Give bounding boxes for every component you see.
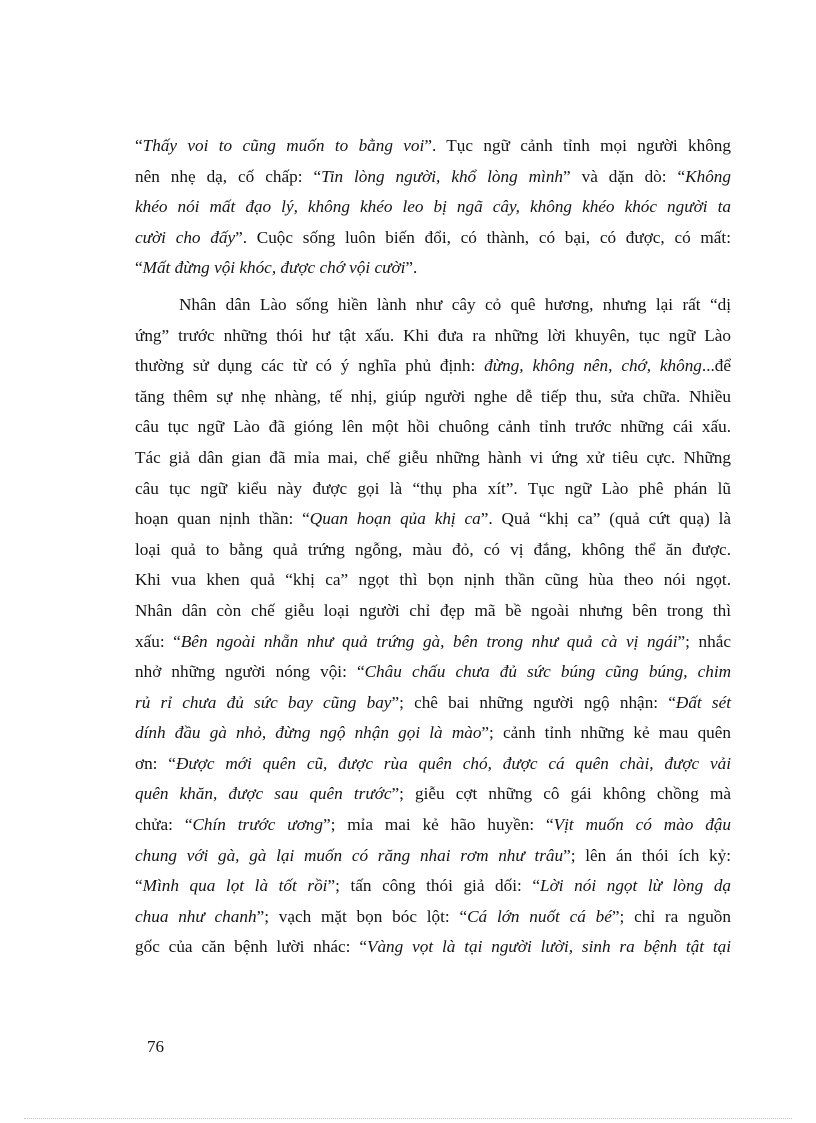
italic-quote: Thấy voi to cũng muốn to bằng voi [142,136,425,155]
italic-quote: quên khăn, được sau quên trước [135,784,392,804]
text-run: “ [135,258,143,278]
italic-quote: Mình qua lọt là tốt rồi [142,876,328,896]
text-line [135,131,731,162]
italic-quote: Đất sét [675,692,732,712]
text-run: ”; cảnh tỉnh những kẻ mau quên [481,723,731,743]
text-line [135,810,731,841]
text-run: hoạn quan nịnh thần: “ [135,509,310,529]
text-line [135,688,731,719]
text-run: ”; vạch mặt bọn bóc lột: “ [256,906,468,926]
text-run: “ [135,136,143,155]
text-line [135,351,731,382]
italic-quote: chua như chanh [135,906,257,926]
footer-divider [24,1118,792,1119]
italic-quote: Quan hoạn qủa khị ca [309,509,481,529]
text-run: ứng” trước những thói hư tật xấu. Khi đưa ra những lời khuyên, tục ngữ Lào [135,325,731,345]
text-line [135,412,731,443]
paragraph [135,290,731,963]
text-line [135,841,731,872]
text-run: tăng thêm sự nhẹ nhàng, tế nhị, giúp người nghe dễ tiếp thu, sửa chữa. Nhiều [135,386,731,406]
paragraph [135,131,731,284]
italic-quote: Chín trước ương [192,815,323,835]
text-line [135,627,731,658]
text-line [135,162,731,193]
italic-quote: Vàng vọt là tại người lười, sinh ra bệnh tật tại [366,937,732,957]
text-run: gốc của căn bệnh lười nhác: “ [135,937,367,957]
text-run: ”; lên án thói ích kỷ: [563,845,731,865]
text-run: xấu: “ [135,631,181,651]
italic-quote: dính đầu gà nhỏ, đừng ngộ nhận gọi là mào [135,723,482,743]
text-run: ”. Quả “khị ca” (quả cứt quạ) là [480,509,731,529]
text-line [135,779,731,810]
text-run: nên nhẹ dạ, cố chấp: “ [135,166,322,186]
text-line [135,902,731,933]
italic-quote: Lời nói ngọt lừ lòng dạ [540,876,732,896]
text-line [135,253,731,284]
italic-quote: Bên ngoài nhẵn như quả trứng gà, bên trong như quả cà vị ngái [180,631,678,651]
text-line [135,596,731,627]
text-run: ”; nhắc [677,631,731,651]
italic-quote: Không [685,166,731,186]
text-run: câu tục ngữ Lào đã gióng lên một hồi chuông cảnh tỉnh trước những cái xấu. [135,417,731,437]
italic-quote: khéo nói mất đạo lý, không khéo leo bị ngã cây, không khéo khóc người ta [135,197,731,217]
text-line [135,535,731,566]
italic-quote: Tin lòng người, khổ lòng mình [321,166,564,186]
text-run: câu tục ngữ kiểu này được gọi là “thụ pha xít”. Tục ngữ Lào phê phán lũ [135,478,731,498]
italic-quote: Vịt muốn có mào đậu [553,815,731,835]
text-line [135,382,731,413]
text-line [135,871,731,902]
text-run: ”; giễu cợt những cô gái không chồng mà [391,784,731,804]
text-run: Nhân dân Lào sống hiền lành như cây cỏ quê hương, nhưng lại rất “dị [179,294,731,314]
body-text [135,131,731,963]
text-line [135,504,731,535]
text-line [135,223,731,254]
text-line [135,565,731,596]
text-run: chửa: “ [135,815,193,835]
italic-quote: Mất đừng vội khóc, được chớ vội cười [142,258,406,278]
text-run: Nhân dân còn chế giễu loại người chỉ đẹp mã bề ngoài nhưng bên trong thì [135,600,731,620]
text-line [135,932,731,963]
text-run: ...để [701,356,732,376]
text-line [135,657,731,688]
text-run: ”. [405,258,418,278]
text-run: ”; chỉ ra nguồn [611,906,731,926]
italic-quote: rủ rỉ chưa đủ sức bay cũng bay [135,692,392,712]
text-run: ”; mỉa mai kẻ hão huyền: “ [323,815,554,835]
text-line [135,474,731,505]
text-run: ơn: “ [135,753,176,773]
text-line [135,718,731,749]
italic-quote: đừng, không nên, chớ, không [484,356,702,376]
text-line [135,749,731,780]
text-run: “ [135,876,143,896]
italic-quote: Được mới quên cũ, được rùa quên chó, được cá quên chài, được vải [175,753,731,773]
text-run: ”; tấn công thói giả dối: “ [327,876,541,896]
text-run: loại quả to bằng quả trứng ngỗng, màu đỏ, có vị đắng, không thể ăn được. [135,539,731,559]
text-run: ”; chê bai những người ngộ nhận: “ [391,692,676,712]
text-run: ” và dặn dò: “ [563,166,686,186]
text-line [135,321,731,352]
text-run: Khi vua khen quả “khị ca” ngọt thì bọn nịnh thần cũng hùa theo nói ngọt. [135,570,731,590]
italic-quote: cười cho đấy [135,227,236,247]
italic-quote: Châu chấu chưa đủ sức búng cũng búng, chim [364,662,732,682]
text-run: ”. Cuộc sống luôn biến đổi, có thành, có bại, có được, có mất: [235,227,731,247]
italic-quote: chung với gà, gà lại muốn có răng nhai rơm như trâu [135,845,564,865]
text-line [135,192,731,223]
text-line [135,290,731,321]
text-run: Tác giả dân gian đã mỉa mai, chế giễu những hành vi ứng xử tiêu cực. Những [135,447,731,467]
page-number: 76 [147,1037,164,1056]
text-line [135,443,731,474]
text-run: ”. Tục ngữ cảnh tỉnh mọi người không [424,136,731,155]
italic-quote: Cá lớn nuốt cá bé [467,906,612,926]
text-run: nhở những người nóng vội: “ [135,662,365,682]
text-run: thường sử dụng các từ có ý nghĩa phủ định: [135,356,485,376]
